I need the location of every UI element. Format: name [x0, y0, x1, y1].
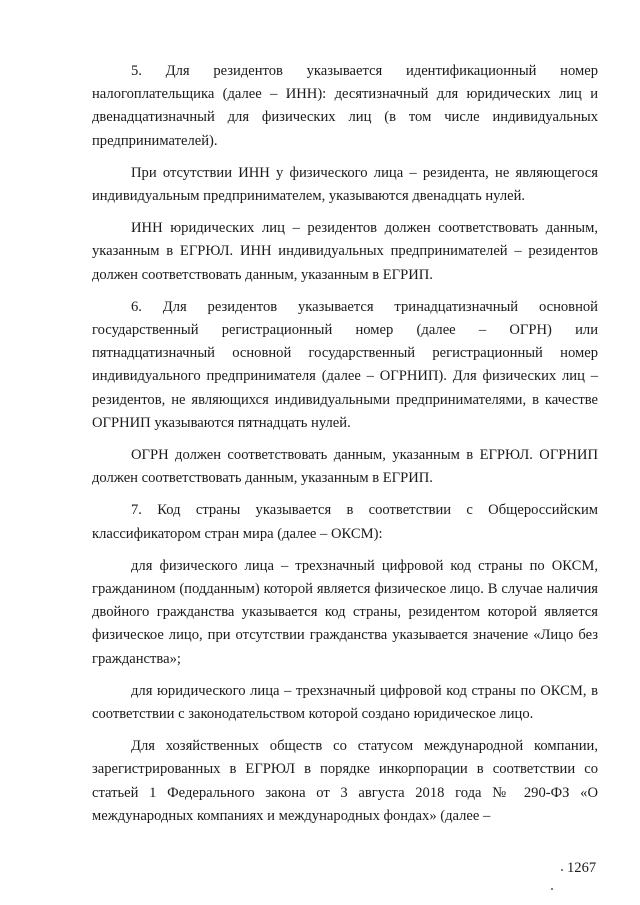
page-number: 1267: [567, 860, 597, 876]
paragraph-country-code: 7. Код страны указывается в соответствии с Общероссийским классификатором стран мира (далее – ОКСМ):: [92, 502, 598, 542]
scan-speck: [561, 869, 563, 871]
scan-speck: [551, 888, 553, 890]
paragraph-country-legal-entity: для юридического лица – трехзначный цифровой код страны по ОКСМ, в соответствии с законодательством которой создано юридическое лицо.: [92, 682, 598, 723]
paragraph-inn-absent: При отсутствии ИНН у физического лица – резидента, не являющегося индивидуальным предпринимателем, указываются двенадцать нулей.: [92, 164, 598, 205]
paragraph-country-individual: для физического лица – трехзначный цифровой код страны по ОКСМ, гражданином (подданным) которой является физическое лицо. В случае наличия двойного гражданства указывается код страны, резидентом которой является физическое лицо, при отсутствии гражданства указывается значение «Лицо без гражданства»;: [92, 557, 598, 667]
paragraph-international-companies: Для хозяйственных обществ со статусом международной компании, зарегистрированных в ЕГРЮЛ в порядке инкорпорации в соответствии со статьей 1 Федерального закона от 3 августа 2018 года № 290-ФЗ «О международных компаниях и международных фондах» (далее –: [92, 738, 598, 824]
paragraph-ogrn-egrul: ОГРН должен соответствовать данным, указанным в ЕГРЮЛ. ОГРНИП должен соответствовать данным, указанным в ЕГРИП.: [92, 447, 598, 487]
document-body: [92, 60, 598, 828]
paragraph-inn-egrul: ИНН юридических лиц – резидентов должен соответствовать данным, указанным в ЕГРЮЛ. ИНН индивидуальных предпринимателей – резидентов должен соответствовать данным, указанным в ЕГРИП.: [92, 220, 598, 283]
paragraph-inn-residents: 5. Для резидентов указывается идентификационный номер налогоплательщика (далее – ИНН): десятизначный для юридических лиц и двенадцатизначный для физических лиц (в том числе индивидуальных предпринимателей).: [92, 63, 598, 149]
paragraph-ogrn-residents: 6. Для резидентов указывается тринадцатизначный основной государственный регистрационный номер (далее – ОГРН) или пятнадцатизначный основной государственный регистрационный номер индивидуального предпринимателя (далее – ОГРНИП). Для физических лиц – резидентов, не являющихся индивидуальными предпринимателями, в качестве ОГРНИП указываются пятнадцать нулей.: [92, 298, 598, 431]
